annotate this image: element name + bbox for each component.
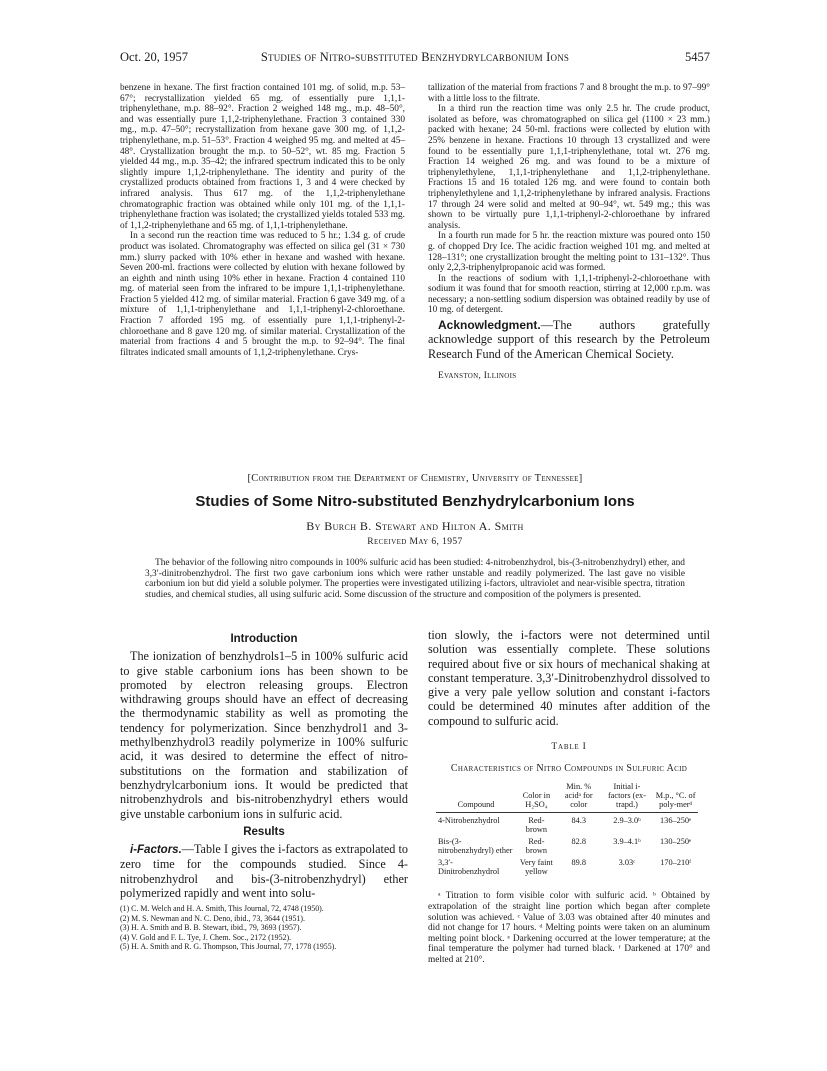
author-location: Evanston, Illinois bbox=[438, 371, 517, 382]
column-header: Color in H₂SO₄ bbox=[516, 782, 557, 813]
table-cell: Very faint yellow bbox=[519, 857, 553, 876]
table-cell: Red-brown bbox=[525, 815, 547, 835]
table-cell: 3,3′-Dinitrobenzhydrol bbox=[438, 857, 500, 876]
data-table bbox=[436, 782, 698, 878]
table-cell: Bis-(3-nitrobenzhydryl) ether bbox=[438, 836, 513, 856]
reference-item: (2) M. S. Newman and N. C. Deno, ibid., 73, 3644 (1951). bbox=[120, 913, 305, 923]
references bbox=[120, 904, 408, 952]
reference-item: (5) H. A. Smith and R. G. Thompson, This Journal, 77, 1778 (1955). bbox=[120, 942, 337, 952]
table-cell: 2.9–3.0ᵇ bbox=[613, 815, 641, 825]
top-right-column bbox=[428, 83, 710, 382]
table-row bbox=[436, 836, 698, 857]
table-footnotes: ᵃ Titration to form visible color with sulfuric acid. ᵇ Obtained by extrapolation of the straight line portion which began after complete solution was achieved. ᶜ Value of 3.03 was obtained after 40 minutes and did not change for 17 hours. ᵈ Melting points were taken on an aluminum melting point block. ᵉ Darkening occurred at the lower temperature; at the final temperature the polymer had turned black. ᶠ Darkened at 170° and melted at 210°. bbox=[428, 891, 710, 965]
table-cell: 136–250ᵉ bbox=[660, 815, 692, 825]
article-authors: By Burch B. Stewart and Hilton A. Smith bbox=[306, 519, 524, 533]
introduction-text: The ionization of benzhydrols1–5 in 100% sulfuric acid to give stable carbonium ions has been shown to be promoted by electron releasing groups. Electron withdrawing groups should have an effect of decreasing the thermodynamic stability as well as promoting the tendency for polymerization. Since benzhydrol1 and 3-methylbenzhydrol3 readily polymerize in 100% sulfuric acid, it was desired to determine the effect of nitro-substitutions on the formation and stabilization of benzhydrylcarbonium ions. It would be predicted that nitrobenzhydrols and bis-nitrobenzhydryl ethers would give unstable carbonium ions in sulfuric acid. bbox=[120, 649, 408, 821]
acknowledgment-heading: Acknowledgment. bbox=[438, 318, 541, 333]
bottom-right-column bbox=[428, 628, 710, 965]
results-heading: Results bbox=[243, 825, 285, 838]
article-title: Studies of Some Nitro-substituted Benzhydrylcarbonium Ions bbox=[195, 493, 635, 510]
table-caption: Characteristics of Nitro Compounds in Sulfuric Acid bbox=[450, 763, 688, 775]
paragraph: In the reactions of sodium with 1,1,1-triphenyl-2-chloroethane with sodium it was found that for smooth reaction, stirring at 12,000 r.p.m. was necessary; a non-settling sodium dispersion was obtained readily by use of 10 mg. of detergent. bbox=[428, 273, 710, 316]
column-header: Min. % acidᵃ for color bbox=[557, 782, 601, 813]
top-left-column bbox=[120, 83, 405, 358]
reference-item: (1) C. M. Welch and H. A. Smith, This Journal, 72, 4748 (1950). bbox=[120, 904, 324, 914]
table-cell: 3.03ᶜ bbox=[618, 857, 636, 867]
introduction-heading: Introduction bbox=[230, 633, 298, 645]
paragraph: In a fourth run made for 5 hr. the reaction mixture was poured onto 150 g. of chopped Dry Ice. The acidic fraction weighed 101 mg. and melted at 128–131°; one crystallization brought the melting point to 131–132°. Thus only 2,2,3-triphenylpropanoic acid was formed. bbox=[428, 231, 710, 274]
received-date: Received May 6, 1957 bbox=[367, 537, 463, 547]
table-cell: 4-Nitrobenzhydrol bbox=[438, 815, 500, 825]
paragraph: In a third run the reaction time was only 2.5 hr. The crude product, isolated as before, was chromatographed on silica gel (1100 × 23 mm.) packed with hexane; 24 50-ml. fractions were collected by elution with 25% benzene in hexane. Fractions 10 through 13 crystallized and were found to be essentially pure 1,1,1-triphenylethane, total wt. 276 mg. Fraction 14 weighed 26 mg. and was found to be a mixture of triphenylethylene, 1,1,1-triphenylethane and 1,1,2-triphenylethane. Fractions 15 and 16 totaled 126 mg. and were found to contain both triphenylethylene and 1,1,2-triphenylethane by infrared analysis. Fractions 17 through 24 were solid and melted at 90–94°, wt. 549 mg.; this was shown to be virtually pure 1,1,1-triphenyl-2-chloroethane by infrared analysis. bbox=[428, 104, 710, 231]
paragraph: In a second run the reaction time was reduced to 5 hr.; 1.34 g. of crude product was isolated. Chromatography was effected on silica gel (31 × 730 mm.) slurry packed with 10% ether in hexane and washed with hexane. Seven 200-ml. fractions were collected by elution with hexane followed by an eighth and ninth using 10% ether in hexane. Fraction 4 contained 110 mg. of material seen from the infrared to be impure 1,1,1-triphenylethane. Fraction 5 yielded 412 mg. of similar material. Fraction 6 gave 349 mg. of a mixture of 1,1,1-triphenylethane and 1,1,1-triphenyl-2-chloroethane. Fraction 7 afforded 195 mg. of essentially pure 1,1,1-triphenyl-2-chloroethane and 8 gave 120 mg. of similar material. Crystallization of the material from fractions 4 and 5 brought the m.p. to 92–94°. The final filtrates indicated small amounts of 1,1,2-triphenylethane. Crys- bbox=[120, 231, 405, 358]
paragraph: benzene in hexane. The first fraction contained 101 mg. of solid, m.p. 53–67°; recrystallization yielded 65 mg. of essentially pure 1,1,1-triphenylethane, m.p. 88–92°. Fraction 2 weighed 148 mg., m.p. 48–50°, and was essentially pure 1,1,2-triphenylethane. Fraction 3 contained 330 mg., m.p. 47–50°; recrystallization from hexane gave 300 mg. of 1,1,2-triphenylethane, m.p. 51–53°. Fraction 4 weighed 95 mg. and melted at 45–48°. Crystallization brought the m.p. to 50–52°, wt. 85 mg. Fraction 5 yielded 44 mg., m.p. 35–42; the infrared spectrum indicated this to be only slightly impure 1,1,2-triphenylethane. The identity and purity of the crystallized products obtained from fractions 1, 3 and 4 were checked by infrared analysis. Thus 617 mg. of the 1,1,2-triphenylethane chromatographic fraction was obtained while only 101 mg. of the 1,1,1-triphenylethane fraction was isolated; the crystallized yields totaled 533 mg. of 1,1,2-triphenylethane and 65 mg. of 1,1,1-triphenylethane. bbox=[120, 83, 405, 231]
table-cell: 130–250ᵉ bbox=[660, 836, 692, 846]
contribution-line: [Contribution from the Department of Chemistry, University of Tennessee] bbox=[247, 473, 583, 484]
table-label: Table I bbox=[551, 742, 587, 753]
reference-item: (4) V. Gold and F. L. Tye, J. Chem. Soc., 2172 (1952). bbox=[120, 932, 292, 942]
issue-date: Oct. 20, 1957 bbox=[120, 50, 189, 64]
acknowledgment-text: —The authors gratefully acknowledge support of this research by the Petroleum Research Fund of the American Chemical Society. bbox=[428, 318, 710, 361]
paragraph: tion slowly, the i-factors were not determined until solution was essentially complete. These solutions required about five or six hours of mechanical shaking at constant temperature. 3,3′-Dinitrobenzhydrol dissolved to give a very pale yellow solution and constant i-factors could be determined 40 minutes after addition of the compound to sulfuric acid. bbox=[428, 628, 710, 728]
bottom-left-column bbox=[120, 628, 408, 952]
table-header-row bbox=[436, 782, 698, 813]
table-cell: 89.8 bbox=[571, 857, 586, 867]
page-number: 5457 bbox=[685, 50, 710, 64]
acknowledgment bbox=[428, 318, 710, 361]
paragraph: tallization of the material from fractions 7 and 8 brought the m.p. to 97–99° with a little loss to the filtrate. bbox=[428, 83, 710, 104]
page-header bbox=[120, 50, 710, 66]
results-text: —Table I gives the i-factors as extrapolated to zero time for the compounds studied. Since 4-nitrobenzhydrol and bis-(3-nitrobenzhydryl) ether polymerized rapidly and went into solu- bbox=[120, 842, 408, 901]
reference-item: (3) H. A. Smith and B. B. Stewart, ibid., 79, 3693 (1957). bbox=[120, 923, 302, 933]
table-row bbox=[436, 857, 698, 878]
table-row bbox=[436, 812, 698, 835]
table-cell: 82.8 bbox=[571, 836, 586, 846]
results-subheading: i-Factors. bbox=[130, 844, 182, 857]
column-header: Initial i-factors (ex-trapd.) bbox=[601, 782, 653, 813]
table-cell: Red-brown bbox=[525, 836, 547, 856]
column-header: M.p., °C. of poly-merᵈ bbox=[653, 782, 698, 813]
running-title: Studies of Nitro-substituted Benzhydrylcarbonium Ions bbox=[260, 50, 570, 64]
column-header: Compound bbox=[436, 782, 516, 813]
results-paragraph bbox=[120, 842, 408, 900]
table-cell: 170–210ᶠ bbox=[660, 857, 691, 867]
abstract: The behavior of the following nitro compounds in 100% sulfuric acid has been studied: 4-nitrobenzhydrol, bis-(3-nitrobenzhydryl) ether, and 3,3′-dinitrobenzhydrol. The first two gave carbonium ions which were rather unstable and readily polymerized. The last gave no visible carbonium ion but did yield a soluble polymer. The properties were investigated utilizing i-factors, ultraviolet and near-visible spectra, titration studies, and chemical studies, all using sulfuric acid. Some discussion of the structure and composition of the polymers is presented. bbox=[145, 558, 685, 601]
table-cell: 3.9–4.1ᵇ bbox=[613, 836, 641, 846]
table-cell: 84.3 bbox=[571, 815, 586, 825]
